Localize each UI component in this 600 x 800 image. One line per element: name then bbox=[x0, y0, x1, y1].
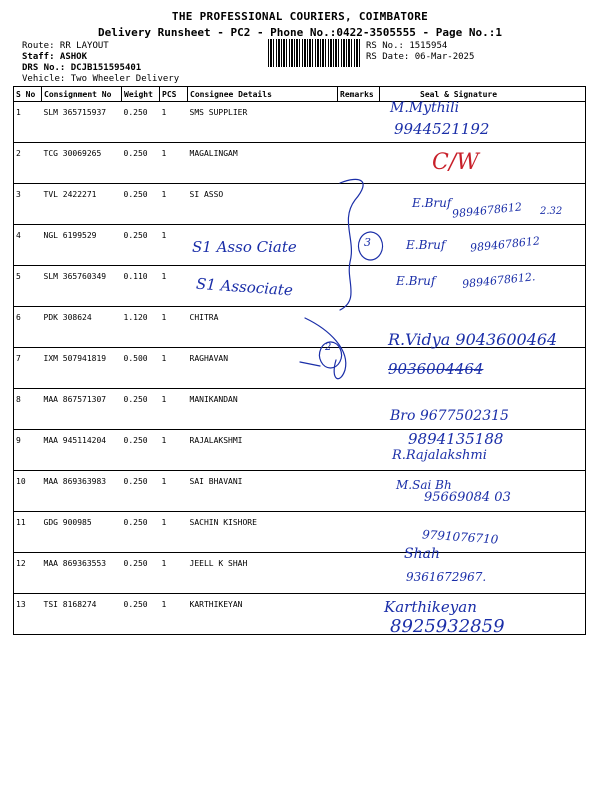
route-label: Route: RR LAYOUT bbox=[22, 41, 109, 51]
weight-cell: 0.250 bbox=[122, 225, 160, 266]
consignee-cell: RAGHAVAN bbox=[188, 348, 338, 389]
consignee-cell: MAGALINGAM bbox=[188, 143, 338, 184]
pcs-cell: 1 bbox=[160, 553, 188, 594]
consignment-cell: MAA 869363983 bbox=[42, 471, 122, 512]
rs-number: RS No.: 1515954 bbox=[366, 41, 448, 51]
signature-row-1-name: M.Mythili bbox=[390, 100, 460, 116]
circle-mark-3: 3 bbox=[364, 236, 371, 249]
remarks-cell bbox=[338, 184, 380, 225]
signature-row-9-line-3: R.Rajalakshmi bbox=[392, 448, 487, 463]
rs-date: RS Date: 06-Mar-2025 bbox=[366, 52, 475, 62]
signature-row-9-line-1: Bro 9677502315 bbox=[390, 408, 509, 424]
consignee-cell: KARTHIKEYAN bbox=[188, 594, 338, 635]
pcs-cell: 1 bbox=[160, 225, 188, 266]
consignment-cell: MAA 869363553 bbox=[42, 553, 122, 594]
consignee-cell: SMS SUPPLIER bbox=[188, 102, 338, 143]
weight-cell: 0.250 bbox=[122, 102, 160, 143]
runsheet-subtitle: Delivery Runsheet - PC2 - Phone No.:0422-3505555 - Page No.:1 bbox=[98, 26, 502, 39]
remarks-cell bbox=[338, 307, 380, 348]
weight-cell: 0.500 bbox=[122, 348, 160, 389]
sno-cell: 2 bbox=[14, 143, 42, 184]
weight-cell: 1.120 bbox=[122, 307, 160, 348]
consignee-row-5-handwritten: S1 Associate bbox=[195, 274, 294, 300]
remarks-cell bbox=[338, 471, 380, 512]
signature-row-7-line-1: R.Vidya 9043600464 bbox=[388, 330, 558, 349]
signature-row-3-name: E.Bruf bbox=[412, 196, 452, 210]
consignment-cell: TSI 8168274 bbox=[42, 594, 122, 635]
pcs-cell: 1 bbox=[160, 348, 188, 389]
pcs-cell: 1 bbox=[160, 102, 188, 143]
consignee-cell: SACHIN KISHORE bbox=[188, 512, 338, 553]
sno-cell: 13 bbox=[14, 594, 42, 635]
consignment-cell: SLM 365715937 bbox=[42, 102, 122, 143]
signature-row-4-name: E.Bruf bbox=[406, 238, 446, 252]
remarks-cell bbox=[338, 389, 380, 430]
pcs-cell: 1 bbox=[160, 143, 188, 184]
signature-row-10-phone: 95669084 03 bbox=[424, 490, 511, 505]
signature-row-11-phone: 9791076710 bbox=[421, 527, 499, 547]
weight-cell: 0.250 bbox=[122, 184, 160, 225]
remarks-cell bbox=[338, 143, 380, 184]
weight-cell: 0.250 bbox=[122, 143, 160, 184]
sno-cell: 7 bbox=[14, 348, 42, 389]
consignment-cell: MAA 867571307 bbox=[42, 389, 122, 430]
signature-row-5-phone: 9894678612. bbox=[461, 270, 536, 291]
drs-number: DRS No.: DCJB151595401 bbox=[22, 63, 142, 73]
sno-cell: 5 bbox=[14, 266, 42, 307]
pcs-cell: 1 bbox=[160, 512, 188, 553]
col-seal-signature: Seal & Signature bbox=[380, 87, 586, 102]
weight-cell: 0.250 bbox=[122, 430, 160, 471]
signature-cell bbox=[380, 143, 586, 184]
remarks-cell bbox=[338, 553, 380, 594]
pcs-cell: 1 bbox=[160, 594, 188, 635]
remarks-cell bbox=[338, 594, 380, 635]
consignee-cell: RAJALAKSHMI bbox=[188, 430, 338, 471]
pcs-cell: 1 bbox=[160, 389, 188, 430]
consignee-cell: SI ASSO bbox=[188, 184, 338, 225]
sno-cell: 3 bbox=[14, 184, 42, 225]
sno-cell: 12 bbox=[14, 553, 42, 594]
consignee-cell: MANIKANDAN bbox=[188, 389, 338, 430]
sno-cell: 8 bbox=[14, 389, 42, 430]
signature-row-12-name: Shah bbox=[404, 546, 440, 562]
signature-row-4-phone: 9894678612 bbox=[469, 234, 541, 255]
sno-cell: 4 bbox=[14, 225, 42, 266]
signature-row-13-name: Karthikeyan bbox=[384, 598, 477, 616]
consignment-cell: SLM 365760349 bbox=[42, 266, 122, 307]
signature-row-5-name: E.Bruf bbox=[396, 274, 436, 288]
pcs-cell: 1 bbox=[160, 307, 188, 348]
sno-cell: 9 bbox=[14, 430, 42, 471]
remarks-cell bbox=[338, 512, 380, 553]
remarks-cell bbox=[338, 348, 380, 389]
weight-cell: 0.250 bbox=[122, 553, 160, 594]
col-consignee: Consignee Details bbox=[188, 87, 338, 102]
staff-label: Staff: ASHOK bbox=[22, 52, 88, 62]
remarks-cell bbox=[338, 102, 380, 143]
weight-cell: 0.250 bbox=[122, 512, 160, 553]
consignment-cell: PDK 308624 bbox=[42, 307, 122, 348]
signature-row-2-cw: C/W bbox=[432, 150, 479, 175]
consignment-cell: NGL 6199529 bbox=[42, 225, 122, 266]
runsheet-title: THE PROFESSIONAL COURIERS, COIMBATORE bbox=[171, 10, 429, 23]
signature-row-3-phone: 9894678612 bbox=[451, 200, 523, 221]
remarks-cell bbox=[338, 430, 380, 471]
table-row bbox=[14, 143, 586, 184]
signature-row-1-phone: 9944521192 bbox=[394, 120, 490, 138]
weight-cell: 0.250 bbox=[122, 471, 160, 512]
consignee-cell: JEELL K SHAH bbox=[188, 553, 338, 594]
pcs-cell: 1 bbox=[160, 266, 188, 307]
table-row bbox=[14, 553, 586, 594]
col-weight: Weight bbox=[122, 87, 160, 102]
table-header-row bbox=[14, 87, 586, 102]
pcs-cell: 1 bbox=[160, 471, 188, 512]
table-row bbox=[14, 102, 586, 143]
consignee-row-4-handwritten: S1 Asso Ciate bbox=[192, 238, 297, 256]
signature-row-3-time: 2.32 bbox=[540, 206, 563, 217]
weight-cell: 0.250 bbox=[122, 594, 160, 635]
remarks-cell bbox=[338, 225, 380, 266]
pcs-cell: 1 bbox=[160, 430, 188, 471]
sno-cell: 10 bbox=[14, 471, 42, 512]
weight-cell: 0.250 bbox=[122, 389, 160, 430]
consignment-cell: IXM 507941819 bbox=[42, 348, 122, 389]
circle-mark-2: 2 bbox=[325, 342, 332, 353]
col-consignment: Consignment No bbox=[42, 87, 122, 102]
consignment-cell: GDG 900985 bbox=[42, 512, 122, 553]
col-sno: S No bbox=[14, 87, 42, 102]
sno-cell: 1 bbox=[14, 102, 42, 143]
signature-row-7-line-2: 9036004464 bbox=[388, 360, 484, 378]
consignee-cell: SAI BHAVANI bbox=[188, 471, 338, 512]
signature-row-12-phone: 9361672967. bbox=[406, 570, 487, 584]
vehicle-label: Vehicle: Two Wheeler Delivery bbox=[22, 74, 180, 84]
consignment-cell: MAA 945114204 bbox=[42, 430, 122, 471]
table-row bbox=[14, 512, 586, 553]
weight-cell: 0.110 bbox=[122, 266, 160, 307]
sno-cell: 11 bbox=[14, 512, 42, 553]
consignment-cell: TVL 2422271 bbox=[42, 184, 122, 225]
remarks-cell bbox=[338, 266, 380, 307]
col-remarks: Remarks bbox=[338, 87, 380, 102]
signature-row-9-line-2: 9894135188 bbox=[408, 430, 504, 448]
barcode-icon bbox=[268, 39, 360, 67]
signature-row-10-name: M.Sai Bh bbox=[396, 478, 452, 492]
pcs-cell: 1 bbox=[160, 184, 188, 225]
runsheet-table bbox=[13, 86, 586, 635]
sno-cell: 6 bbox=[14, 307, 42, 348]
table-row bbox=[14, 348, 586, 389]
signature-row-13-phone: 8925932859 bbox=[390, 616, 505, 637]
consignee-cell: CHITRA bbox=[188, 307, 338, 348]
consignment-cell: TCG 30069265 bbox=[42, 143, 122, 184]
col-pcs: PCS bbox=[160, 87, 188, 102]
